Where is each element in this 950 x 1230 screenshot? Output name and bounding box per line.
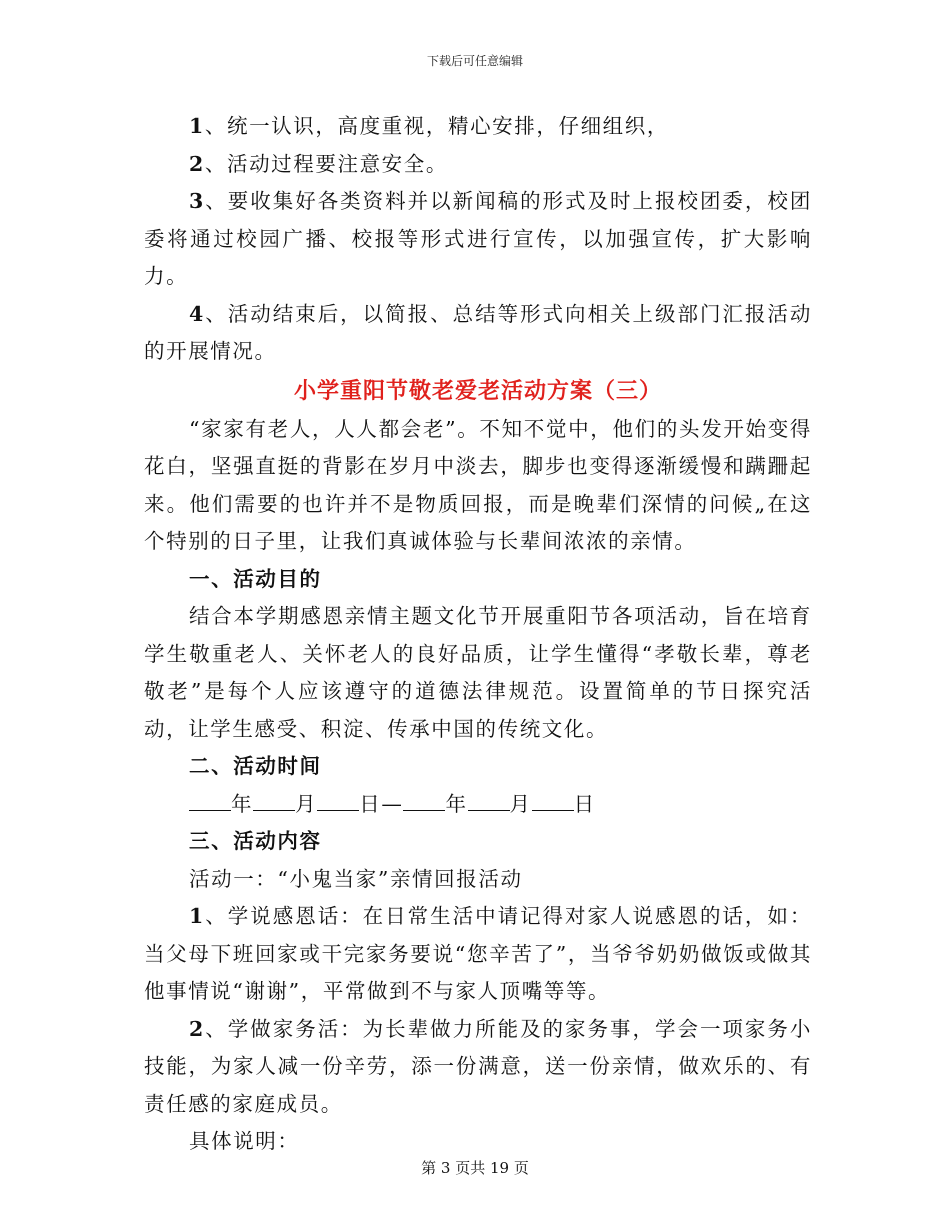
- heading-time: 二、活动时间: [189, 754, 322, 778]
- blank-field: [468, 788, 510, 811]
- date-line: 年 月 日— 年 月 日: [144, 786, 812, 824]
- details-label: 具体说明：: [189, 1129, 300, 1153]
- item-number: 4: [189, 301, 205, 326]
- activity-one-title: 活动一：“小鬼当家”亲情回报活动: [189, 866, 523, 891]
- requirement-4: [144, 296, 812, 371]
- blank-field: [317, 788, 359, 811]
- item-number: 1: [189, 114, 205, 138]
- heading-purpose: 一、活动目的: [189, 566, 322, 591]
- requirement-2: [144, 146, 812, 184]
- purpose-paragraph: 结合本学期感恩亲情主题文化节开展重阳节各项活动，旨在培育学生敬重老人、关怀老人的良好品质，让学生懂得“孝敬长辈，尊老敬老”是每个人应该遵守的道德法律规范。设置简单的节日探究活动，让学生感受、积淀、传承中国的传统文化。: [144, 604, 812, 741]
- item-number: 3: [189, 189, 205, 213]
- item-text: 、学做家务活：为长辈做力所能及的家务事，学会一项家务小技能，为家人减一份辛劳，添一份满意，送一份亲情，做欢乐的、有责任感的家庭成员。: [144, 1016, 812, 1116]
- blank-field: [189, 788, 231, 811]
- item-text: 、活动过程要注意安全。: [204, 151, 448, 176]
- heading-content: 三、活动内容: [189, 829, 322, 853]
- requirement-1: [144, 108, 812, 146]
- intro-paragraph: “家家有老人，人人都会老”。不知不觉中，他们的头发开始变得花白，坚强直挺的背影在岁月中淡去，脚步也变得逐渐缓慢和蹒跚起来。他们需要的也许并不是物质回报，而是晚辈们深情的问候„在这个特别的日子里，让我们真诚体验与长辈间浓浓的亲情。: [144, 416, 812, 553]
- activity-item-1: [144, 898, 812, 1011]
- blank-field: [532, 788, 574, 811]
- blank-field: [253, 788, 295, 811]
- item-number: 2: [189, 151, 205, 176]
- activity-item-2: [144, 1011, 812, 1124]
- item-text: 、学说感恩话：在日常生活中请记得对家人说感恩的话，如：当父母下班回家或干完家务要说“您辛苦了”，当爷爷奶奶做饭或做其他事情说“谢谢”，平常做到不与家人顶嘴等等。: [144, 904, 812, 1003]
- document-body: [144, 108, 812, 1161]
- item-text: 、统一认识，高度重视，精心安排，仔细组织，: [204, 114, 669, 138]
- requirement-3: [144, 183, 812, 296]
- page-header: 下载后可任意编辑: [426, 54, 523, 68]
- section-title: 小学重阳节敬老爱老活动方案（三）: [293, 377, 662, 404]
- item-number: 2: [189, 1016, 205, 1041]
- blank-field: [403, 788, 445, 811]
- item-text: 、要收集好各类资料并以新闻稿的形式及时上报校团委，校团委将通过校园广播、校报等形式进行宣传，以加强宣传，扩大影响力。: [144, 189, 812, 288]
- page-footer: 第 3 页共 19 页: [421, 1159, 529, 1177]
- item-number: 1: [189, 904, 205, 928]
- item-text: 、活动结束后，以简报、总结等形式向相关上级部门汇报活动的开展情况。: [144, 301, 812, 363]
